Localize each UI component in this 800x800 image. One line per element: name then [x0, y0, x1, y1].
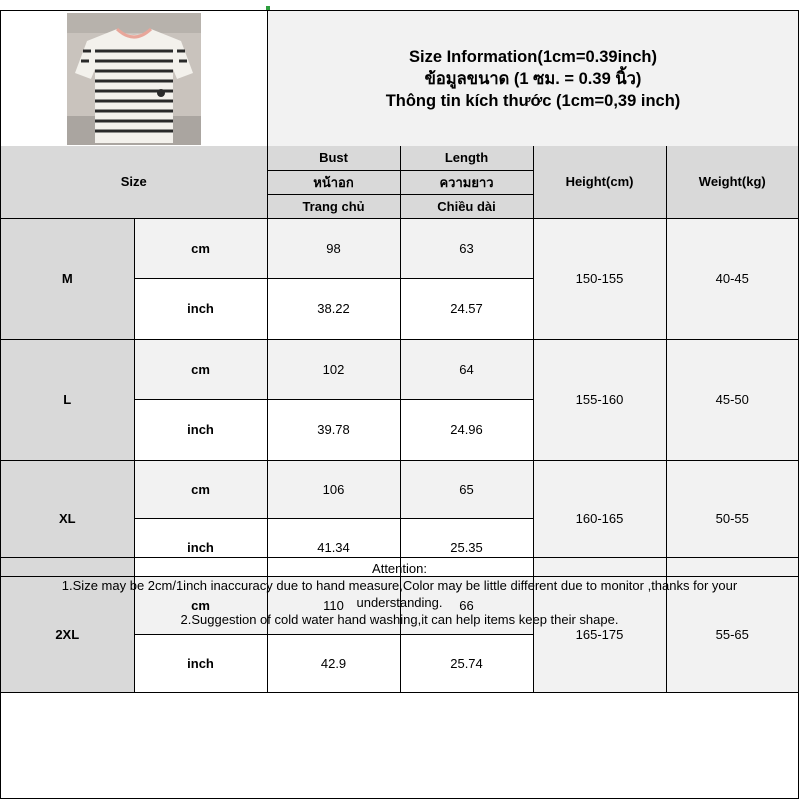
size-label: XL — [1, 460, 134, 576]
attention-note-1: 1.Size may be 2cm/1inch inaccuracy due to hand measure,Color may be little different due to monitor ,thanks for your understanding. — [61, 578, 738, 610]
height-cell: 160-165 — [533, 460, 666, 576]
bust-cm-cell: 102 — [267, 339, 400, 399]
bust-header-vi: Trang chủ — [267, 194, 400, 218]
size-information-panel — [268, 11, 798, 146]
attention-title: Attention: — [372, 561, 427, 576]
weight-cell: 45-50 — [666, 339, 798, 460]
unit-label-cm: cm — [134, 339, 267, 399]
size-chart-sheet — [0, 10, 799, 799]
bust-cm-cell: 106 — [267, 460, 400, 518]
height-header: Height(cm) — [533, 146, 666, 218]
product-photo — [1, 11, 268, 146]
unit-label-inch: inch — [134, 399, 267, 460]
size-label: 2XL — [1, 576, 134, 692]
length-cm-cell: 65 — [400, 460, 533, 518]
weight-cell: 50-55 — [666, 460, 798, 576]
length-inch-cell: 25.35 — [400, 518, 533, 576]
attention-notes — [1, 557, 798, 798]
bust-inch-cell: 39.78 — [267, 399, 400, 460]
length-cm-cell: 63 — [400, 218, 533, 278]
unit-label-cm: cm — [134, 218, 267, 278]
unit-label-inch: inch — [134, 278, 267, 339]
height-cell: 155-160 — [533, 339, 666, 460]
bust-cm-cell: 98 — [267, 218, 400, 278]
size-info-thai: ข้อมูลขนาด (1 ซม. = 0.39 นิ้ว) — [424, 69, 642, 88]
size-header: Size — [1, 146, 267, 218]
bust-inch-cell: 42.9 — [267, 634, 400, 692]
bust-inch-cell: 41.34 — [267, 518, 400, 576]
unit-label-cm: cm — [134, 460, 267, 518]
unit-label-inch: inch — [134, 518, 267, 576]
striped-tshirt-photo-icon — [1, 11, 267, 146]
weight-cell: 40-45 — [666, 218, 798, 339]
weight-header: Weight(kg) — [666, 146, 798, 218]
length-cm-cell: 64 — [400, 339, 533, 399]
size-info-vietnamese: Thông tin kích thước (1cm=0,39 inch) — [385, 91, 681, 110]
length-header-th: ความยาว — [400, 170, 533, 194]
unit-label-inch: inch — [134, 634, 267, 692]
height-cell: 150-155 — [533, 218, 666, 339]
length-header-en: Length — [400, 146, 533, 170]
unit-label-cm: cm — [134, 576, 267, 634]
length-header-vi: Chiều dài — [400, 194, 533, 218]
bust-header-en: Bust — [267, 146, 400, 170]
header-row — [1, 11, 798, 147]
length-inch-cell: 24.96 — [400, 399, 533, 460]
size-info-english: Size Information(1cm=0.39inch) — [408, 47, 658, 66]
size-label: M — [1, 218, 134, 339]
bust-cm-cell: 110 — [267, 576, 400, 634]
length-inch-cell: 24.57 — [400, 278, 533, 339]
bust-header-th: หน้าอก — [267, 170, 400, 194]
size-label: L — [1, 339, 134, 460]
attention-note-2: 2.Suggestion of cold water hand washing,it can help items keep their shape. — [180, 612, 619, 627]
weight-cell: 55-65 — [666, 576, 798, 692]
length-inch-cell: 25.74 — [400, 634, 533, 692]
length-cm-cell: 66 — [400, 576, 533, 634]
height-cell: 165-175 — [533, 576, 666, 692]
bust-inch-cell: 38.22 — [267, 278, 400, 339]
